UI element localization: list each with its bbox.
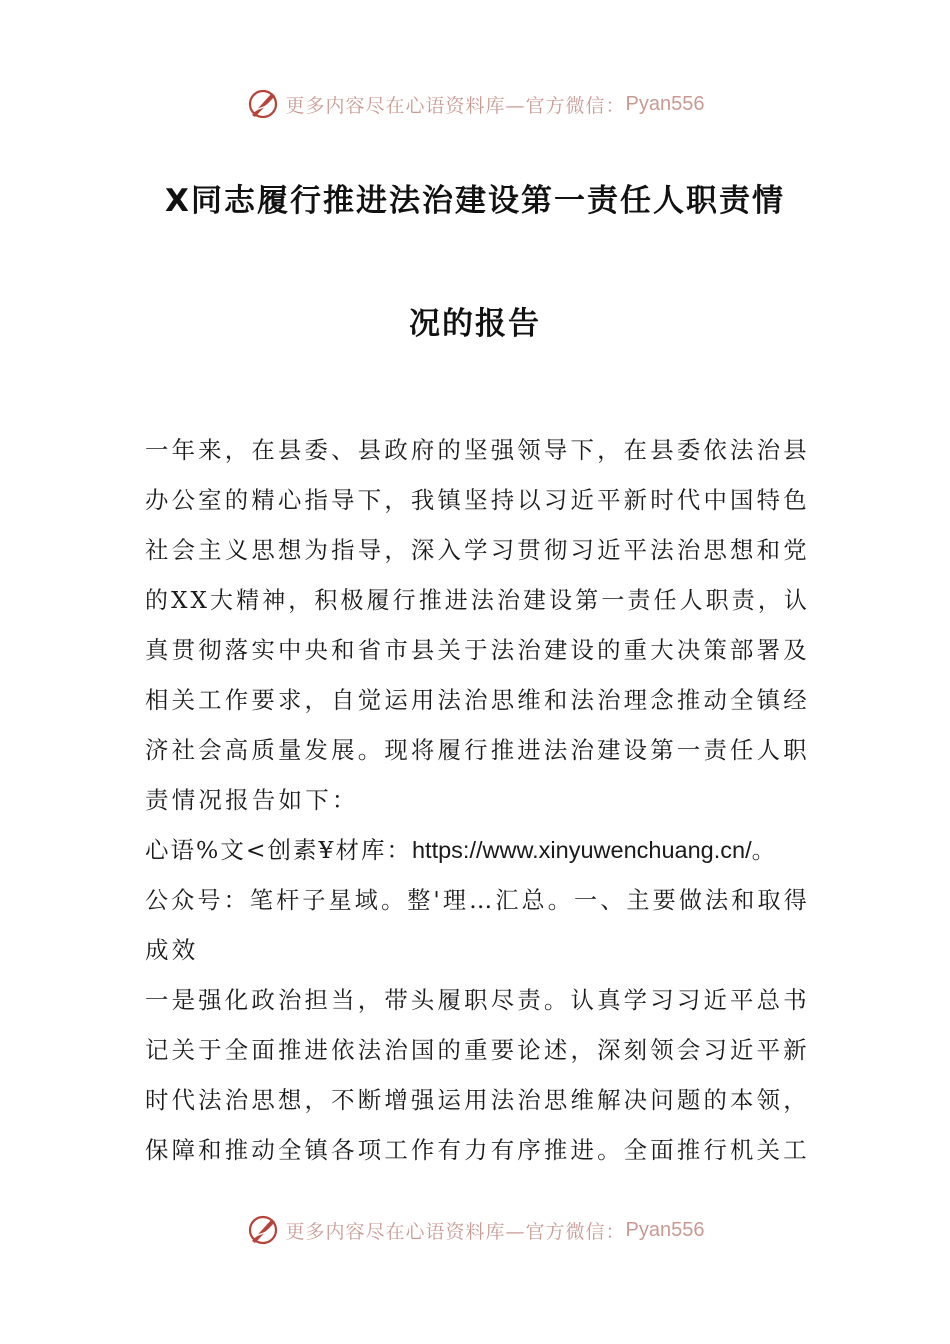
document-body (145, 425, 810, 1175)
body-line: 办公室的精心指导下，我镇坚持以习近平新时代中国特色 (145, 486, 810, 514)
body-line: 的XX大精神，积极履行推进法治建设第一责任人职责，认 (145, 586, 811, 614)
website-period: 。 (751, 836, 778, 864)
body-line: 记关于全面推进依法治国的重要论述，深刻领会习近平新 (145, 1036, 810, 1064)
pen-circle-logo-icon (246, 87, 280, 121)
header-watermark-banner (0, 84, 950, 124)
body-line: 公众号：笔杆子星域。整'理…汇总。一、主要做法和取得 (145, 886, 810, 914)
body-line: 社会主义思想为指导，深入学习贯彻习近平法治思想和党 (145, 536, 810, 564)
body-line: 时代法治思想，不断增强运用法治思维解决问题的本领， (145, 1086, 810, 1114)
footer-watermark-banner (0, 1210, 950, 1250)
body-line: 保障和推动全镇各项工作有力有序推进。全面推行机关工 (145, 1136, 810, 1164)
banner-wechat-id: Pyan556 (625, 1218, 705, 1241)
body-line: 真贯彻落实中央和省市县关于法治建设的重大决策部署及 (145, 636, 810, 664)
body-line: 济社会高质量发展。现将履行推进法治建设第一责任人职 (145, 736, 810, 764)
body-line: 一年来，在县委、县政府的坚强领导下，在县委依法治县 (145, 436, 810, 464)
pen-circle-logo-icon (246, 1213, 280, 1247)
body-line: 相关工作要求，自觉运用法治思维和法治理念推动全镇经 (145, 686, 810, 714)
website-label: 心语%文<创素¥材库： (145, 836, 412, 864)
body-line: 一是强化政治担当，带头履职尽责。认真学习习近平总书 (145, 986, 810, 1014)
website-url: https://www.xinyuwenchuang.cn/ (411, 837, 752, 863)
banner-wechat-id: Pyan556 (625, 92, 705, 115)
banner-text: 更多内容尽在心语资料库—官方微信： (285, 94, 626, 117)
banner-text: 更多内容尽在心语资料库—官方微信： (285, 1220, 626, 1243)
body-line: 成效 (145, 936, 199, 964)
document-title-line-2: 况的报告 (409, 306, 541, 342)
document-title-line-1: X同志履行推进法治建设第一责任人职责情 (165, 183, 785, 219)
body-line: 责情况报告如下： (145, 786, 359, 814)
body-line-website (145, 825, 810, 875)
